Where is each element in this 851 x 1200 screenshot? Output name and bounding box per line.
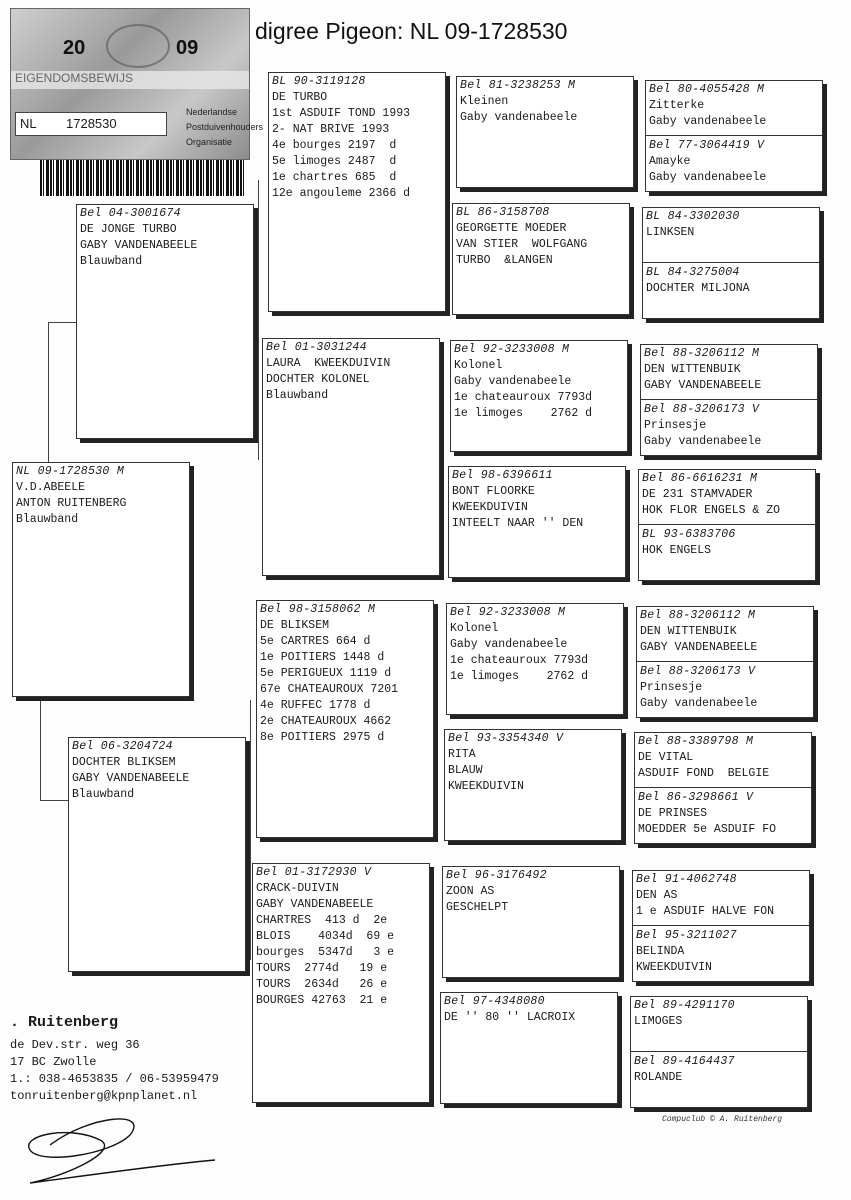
stamp-org-line: Postduivenhouders (186, 122, 264, 132)
box-text-line: GABY VANDENABEELE (80, 239, 198, 252)
pedigree-box-subject (12, 462, 190, 697)
pedigree-box-ds (256, 600, 434, 838)
box-text-line: 1st ASDUIF TOND 1993 (272, 107, 411, 120)
pedigree-box-ddd (440, 992, 618, 1104)
box-text-line: ROLANDE (634, 1071, 683, 1084)
dam-entry (636, 928, 806, 976)
dam-entry (640, 664, 810, 712)
pedigree-box-gen4 (642, 207, 820, 319)
box-text-line: Gaby vandenabeele (644, 435, 762, 448)
sire-entry (636, 872, 806, 920)
box-text-line: Gaby vandenabeele (649, 115, 767, 128)
box-divider (639, 524, 815, 525)
dam-entry (644, 402, 814, 450)
pedigree-box-gen4 (640, 344, 818, 456)
ring-number: BL 84-3275004 (646, 266, 740, 279)
stamp-ring-number: 1728530 (66, 116, 117, 131)
ring-number: BL 90-3119128 (272, 75, 366, 88)
box-text-line: 1e limoges 2762 d (454, 407, 593, 420)
owner-line: 17 BC Zwolle (10, 1055, 97, 1069)
sire-entry (642, 471, 812, 519)
pedigree-box-gen4 (638, 469, 816, 581)
box-text-line: ZOON AS (446, 885, 495, 898)
box-text-line: 5e CARTRES 664 d (260, 635, 371, 648)
pedigree-box-gen4 (630, 996, 808, 1108)
pedigree-box-gen4 (636, 606, 814, 718)
box-text-line: 1e chateauroux 7793d (450, 654, 589, 667)
box-divider (631, 1051, 807, 1052)
box-text-line: Kolonel (450, 622, 499, 635)
box-divider (641, 399, 817, 400)
ring-number: Bel 95-3211027 (636, 929, 737, 942)
box-text-line: DEN AS (636, 889, 678, 902)
box-text-line: 12e angouleme 2366 d (272, 187, 411, 200)
box-text-line: 1e POITIERS 1448 d (260, 651, 385, 664)
ring-number: Bel 77-3064419 V (649, 139, 765, 152)
box-text-line: 1e limoges 2762 d (450, 670, 589, 683)
box-text-line: bourges 5347d 3 e (256, 946, 395, 959)
box-text-line: KWEEKDUIVIN (636, 961, 712, 974)
box-text-line: 8e POITIERS 2975 d (260, 731, 385, 744)
box-text-line: GESCHELPT (446, 901, 509, 914)
box-text-line: CRACK-DUIVIN (256, 882, 339, 895)
box-text-line: RITA (448, 748, 476, 761)
box-text-line: TURBO &LANGEN (456, 254, 553, 267)
pedigree-box-ssd (452, 203, 630, 315)
sire-entry (644, 346, 814, 394)
ring-number: Bel 86-3298661 V (638, 791, 754, 804)
box-text-line: 5e PERIGUEUX 1119 d (260, 667, 392, 680)
box-text-line: CHARTRES 413 d 2e (256, 914, 388, 927)
ring-number: Bel 91-4062748 (636, 873, 737, 886)
box-text-line: LINKSEN (646, 226, 695, 239)
box-text-line: GABY VANDENABEELE (644, 379, 762, 392)
owner-name: . Ruitenberg (10, 1014, 119, 1031)
stamp-country: NL (20, 116, 37, 131)
dam-entry (649, 138, 819, 186)
box-text-line: V.D.ABEELE (16, 481, 86, 494)
box-text-line: DOCHTER KOLONEL (266, 373, 370, 386)
box-text-line: Gaby vandenabeele (640, 697, 758, 710)
dam-entry (634, 1054, 804, 1086)
ownership-certificate-stamp (10, 8, 264, 160)
box-text-line: Gaby vandenabeele (454, 375, 572, 388)
ring-number: Bel 89-4291170 (634, 999, 735, 1012)
box-text-line: MOEDDER 5e ASDUIF FO (638, 823, 777, 836)
ring-number: Bel 86-6616231 M (642, 472, 758, 485)
box-text-line: Amayke (649, 155, 691, 168)
pedigree-box-sire (76, 204, 254, 439)
pedigree-box-sds (450, 340, 628, 452)
box-text-line: Gaby vandenabeele (450, 638, 568, 651)
box-text-line: 2- NAT BRIVE 1993 (272, 123, 390, 136)
ring-number: Bel 97-4348080 (444, 995, 545, 1008)
stamp-org-line: Nederlandse (186, 107, 238, 117)
box-text-line: ANTON RUITENBERG (16, 497, 127, 510)
stamp-org-line: Organisatie (186, 137, 233, 147)
sire-entry (649, 82, 819, 130)
pedigree-box-dam (68, 737, 246, 972)
box-text-line: Blauwband (16, 513, 79, 526)
ring-number: BL 84-3302030 (646, 210, 740, 223)
ring-number: Bel 89-4164437 (634, 1055, 735, 1068)
box-text-line: BLAUW (448, 764, 483, 777)
box-text-line: GABY VANDENABEELE (256, 898, 374, 911)
box-text-line: DE JONGE TURBO (80, 223, 177, 236)
dam-entry (642, 527, 812, 559)
pedigree-box-gen4 (634, 732, 812, 844)
ring-number: Bel 06-3204724 (72, 740, 173, 753)
box-text-line: Blauwband (72, 788, 135, 801)
connector (48, 322, 77, 463)
stamp-year-right: 09 (176, 37, 199, 59)
ring-number: NL 09-1728530 M (16, 465, 125, 478)
ring-number: Bel 96-3176492 (446, 869, 547, 882)
box-divider (637, 661, 813, 662)
box-text-line: LAURA KWEEKDUIVIN (266, 357, 391, 370)
ring-number: Bel 01-3031244 (266, 341, 367, 354)
box-text-line: 4e bourges 2197 d (272, 139, 397, 152)
ring-number: Bel 80-4055428 M (649, 83, 765, 96)
box-text-line: ASDUIF FOND BELGIE (638, 767, 770, 780)
ring-number: Bel 92-3233008 M (454, 343, 570, 356)
box-text-line: Kolonel (454, 359, 503, 372)
sire-entry (640, 608, 810, 656)
box-text-line: Prinsesje (644, 419, 707, 432)
box-text-line: 1e chateauroux 7793d (454, 391, 593, 404)
box-text-line: INTEELT NAAR '' DEN (452, 517, 584, 530)
box-text-line: Gaby vandenabeele (460, 111, 578, 124)
box-text-line: VAN STIER WOLFGANG (456, 238, 588, 251)
page-title: digree Pigeon: NL 09-1728530 (255, 18, 568, 44)
box-text-line: HOK FLOR ENGELS & ZO (642, 504, 781, 517)
stamp-band: EIGENDOMSBEWIJS (11, 71, 249, 89)
ring-number: Bel 04-3001674 (80, 207, 181, 220)
stamp-ring-field (15, 112, 167, 136)
box-text-line: TOURS 2774d 19 e (256, 962, 388, 975)
box-text-line: DE '' 80 '' LACROIX (444, 1011, 576, 1024)
owner-line: tonruitenberg@kpnplanet.nl (10, 1089, 198, 1103)
pedigree-box-dd (252, 863, 430, 1103)
owner-address (10, 1014, 219, 1105)
box-text-line: DEN WITTENBUIK (644, 363, 741, 376)
sire-entry (638, 734, 808, 782)
box-text-line: KWEEKDUIVIN (452, 501, 528, 514)
sire-entry (634, 998, 804, 1030)
box-text-line: DE TURBO (272, 91, 328, 104)
box-text-line: GABY VANDENABEELE (640, 641, 758, 654)
box-text-line: DE PRINSES (638, 807, 708, 820)
stamp-org (186, 105, 263, 150)
box-text-line: HOK ENGELS (642, 544, 712, 557)
box-text-line: BLOIS 4034d 69 e (256, 930, 395, 943)
box-text-line: Gaby vandenabeele (649, 171, 767, 184)
ring-number: Bel 88-3206112 M (644, 347, 760, 360)
box-text-line: 4e RUFFEC 1778 d (260, 699, 371, 712)
ring-number: BL 93-6383706 (642, 528, 736, 541)
box-text-line: Zitterke (649, 99, 705, 112)
pedigree-box-ss (268, 72, 446, 312)
ring-number: Bel 92-3233008 M (450, 606, 566, 619)
pedigree-box-sdd (448, 466, 626, 578)
box-text-line: TOURS 2634d 26 e (256, 978, 388, 991)
box-text-line: 1e chartres 685 d (272, 171, 397, 184)
box-text-line: GEORGETTE MOEDER (456, 222, 567, 235)
box-text-line: DOCHTER MILJONA (646, 282, 750, 295)
box-text-line: 5e limoges 2487 d (272, 155, 397, 168)
stamp-year-left: 20 (63, 37, 86, 59)
pedigree-box-sd (262, 338, 440, 576)
barcode (40, 160, 245, 196)
connector (40, 700, 69, 801)
box-text-line: GABY VANDENABEELE (72, 772, 190, 785)
box-text-line: Prinsesje (640, 681, 703, 694)
box-divider (633, 925, 809, 926)
box-text-line: DE BLIKSEM (260, 619, 330, 632)
pedigree-box-dss (446, 603, 624, 715)
box-text-line: DOCHTER BLIKSEM (72, 756, 176, 769)
box-text-line: KWEEKDUIVIN (448, 780, 524, 793)
ring-number: Bel 93-3354340 V (448, 732, 564, 745)
ring-number: Bel 98-6396611 (452, 469, 553, 482)
box-text-line: BONT FLOORKE (452, 485, 535, 498)
dam-entry (638, 790, 808, 838)
dam-entry (646, 265, 816, 297)
box-divider (643, 262, 819, 263)
box-text-line: BOURGES 42763 21 e (256, 994, 388, 1007)
ring-number: Bel 81-3238253 M (460, 79, 576, 92)
pedigree-box-dsd (444, 729, 622, 841)
box-text-line: BELINDA (636, 945, 685, 958)
pedigree-box-gen4 (645, 80, 823, 192)
pedigree-box-sss (456, 76, 634, 188)
ring-number: Bel 88-3389798 M (638, 735, 754, 748)
box-text-line: Kleinen (460, 95, 509, 108)
box-text-line: DE 231 STAMVADER (642, 488, 753, 501)
stamp-seal-icon (106, 24, 170, 68)
ring-number: Bel 01-3172930 V (256, 866, 372, 879)
box-text-line: Blauwband (266, 389, 329, 402)
pedigree-box-gen4 (632, 870, 810, 982)
sire-entry (646, 209, 816, 241)
box-text-line: DEN WITTENBUIK (640, 625, 737, 638)
footer-credit: Compuclub © A. Ruitenberg (662, 1115, 783, 1124)
ring-number: Bel 98-3158062 M (260, 603, 376, 616)
pedigree-box-dds (442, 866, 620, 978)
ring-number: Bel 88-3206173 V (640, 665, 756, 678)
box-text-line: 67e CHATEAUROUX 7201 (260, 683, 399, 696)
box-text-line: 1 e ASDUIF HALVE FON (636, 905, 775, 918)
box-divider (635, 787, 811, 788)
owner-line: de Dev.str. weg 36 (10, 1038, 140, 1052)
ring-number: Bel 88-3206112 M (640, 609, 756, 622)
ring-number: BL 86-3158708 (456, 206, 550, 219)
box-text-line: Blauwband (80, 255, 143, 268)
signature (10, 1105, 220, 1195)
box-text-line: LIMOGES (634, 1015, 683, 1028)
box-text-line: 2e CHATEAUROUX 4662 (260, 715, 392, 728)
owner-line: 1.: 038-4653835 / 06-53959479 (10, 1072, 219, 1086)
box-divider (646, 135, 822, 136)
box-text-line: DE VITAL (638, 751, 694, 764)
ring-number: Bel 88-3206173 V (644, 403, 760, 416)
